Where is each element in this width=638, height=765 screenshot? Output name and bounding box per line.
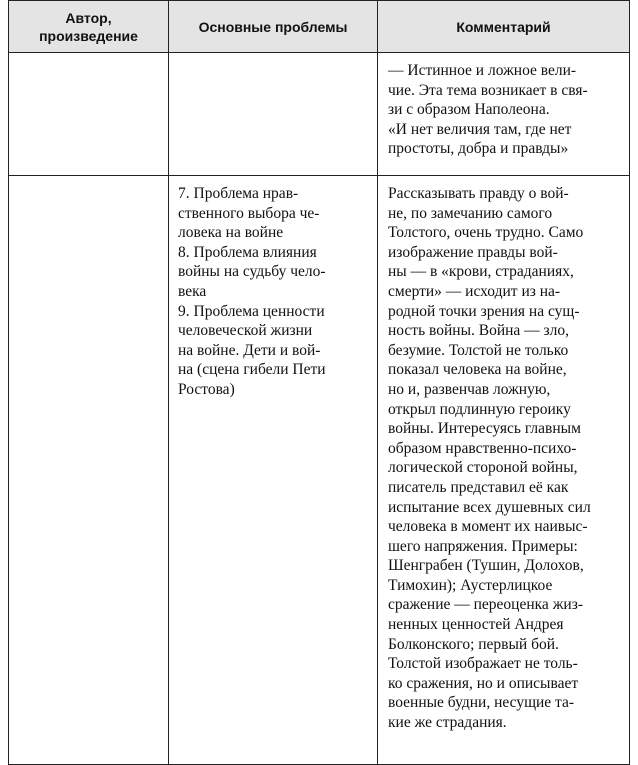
problem-line: войны на судьбу чело- [178,263,326,281]
comment-line: ко сражения, но и описывает [388,674,579,692]
comment-line: изображение правды вой- [388,243,558,261]
comment-line: образом нравственно-психо- [388,439,577,457]
comment-line: Тимохин); Аустерлицкое [388,576,553,594]
table-row [9,176,630,765]
comment-line: сражение — переоценка жиз- [388,596,583,614]
comment-line: зи с образом Наполеона. [388,101,550,119]
problems-cell [169,176,378,765]
literature-table [8,0,630,765]
comment-line: Рассказывать правду о вой- [388,185,569,202]
header-author-line2: произведение [39,27,138,44]
comment-line: — Истинное и ложное вели- [388,62,577,79]
comment-cell [378,176,630,765]
comment-line: военные будни, несущие та- [388,694,575,712]
comment-line: Болконского; первый бой. [388,635,559,653]
comment-line: но и, развенчав ложную, [388,380,551,398]
table-row [9,53,630,176]
author-cell [9,176,169,765]
problem-line: века [178,282,207,300]
comment-line: открыл подлинную героику [388,400,571,418]
problems-cell [169,53,378,176]
comment-line: ность войны. Война — зло, [388,322,570,340]
comment-line: родной точки зрения на сущ- [388,302,580,320]
comment-line: показал человека на войне, [388,361,567,379]
comment-line: Толстого, очень трудно. Само [388,224,584,242]
problem-line: 9. Проблема ценности [178,302,325,320]
problem-line: 7. Проблема нрав- [178,185,299,202]
comment-line: логической стороной войны, [388,459,578,477]
comment-line: не, по замечанию самого [388,204,553,222]
problem-line: ловека на войне [178,224,284,242]
comment-line: смерти» — исходит из на- [388,282,561,300]
comment-line: войны. Интересуясь главным [388,420,581,438]
comment-line: простоты, добра и правды» [388,140,569,158]
comment-line: писатель представил её как [388,478,569,496]
header-author [9,1,169,53]
comment-line: человека в момент их наивыс- [388,518,588,536]
header-row [9,1,630,53]
header-author-line1: Автор, [65,9,112,26]
author-cell [9,53,169,176]
problem-line: Ростова) [178,380,235,398]
comment-line: Толстой изображает не толь- [388,655,578,673]
comment-line: безумие. Толстой не только [388,341,569,359]
comment-line: «И нет величия там, где нет [388,120,572,138]
header-comment: Комментарий [378,1,630,53]
comment-line: испытание всех душевных сил [388,498,591,516]
comment-line: кие же страдания. [388,714,507,732]
comment-line: шего напряжения. Примеры: [388,537,578,555]
comment-line: ны — в «крови, страданиях, [388,263,574,281]
comment-line: ненных ценностей Андрея [388,616,564,634]
problem-line: на войне. Дети и вой- [178,341,321,359]
problem-line: 8. Проблема влияния [178,243,317,261]
comment-line: чие. Эта тема возникает в свя- [388,81,588,99]
comment-cell [378,53,630,176]
problem-line: на (сцена гибели Пети [178,361,326,379]
problem-line: ственного выбора че- [178,204,320,222]
problem-line: человеческой жизни [178,322,313,340]
comment-line: Шенграбен (Тушин, Долохов, [388,557,584,575]
header-problems: Основные проблемы [169,1,378,53]
